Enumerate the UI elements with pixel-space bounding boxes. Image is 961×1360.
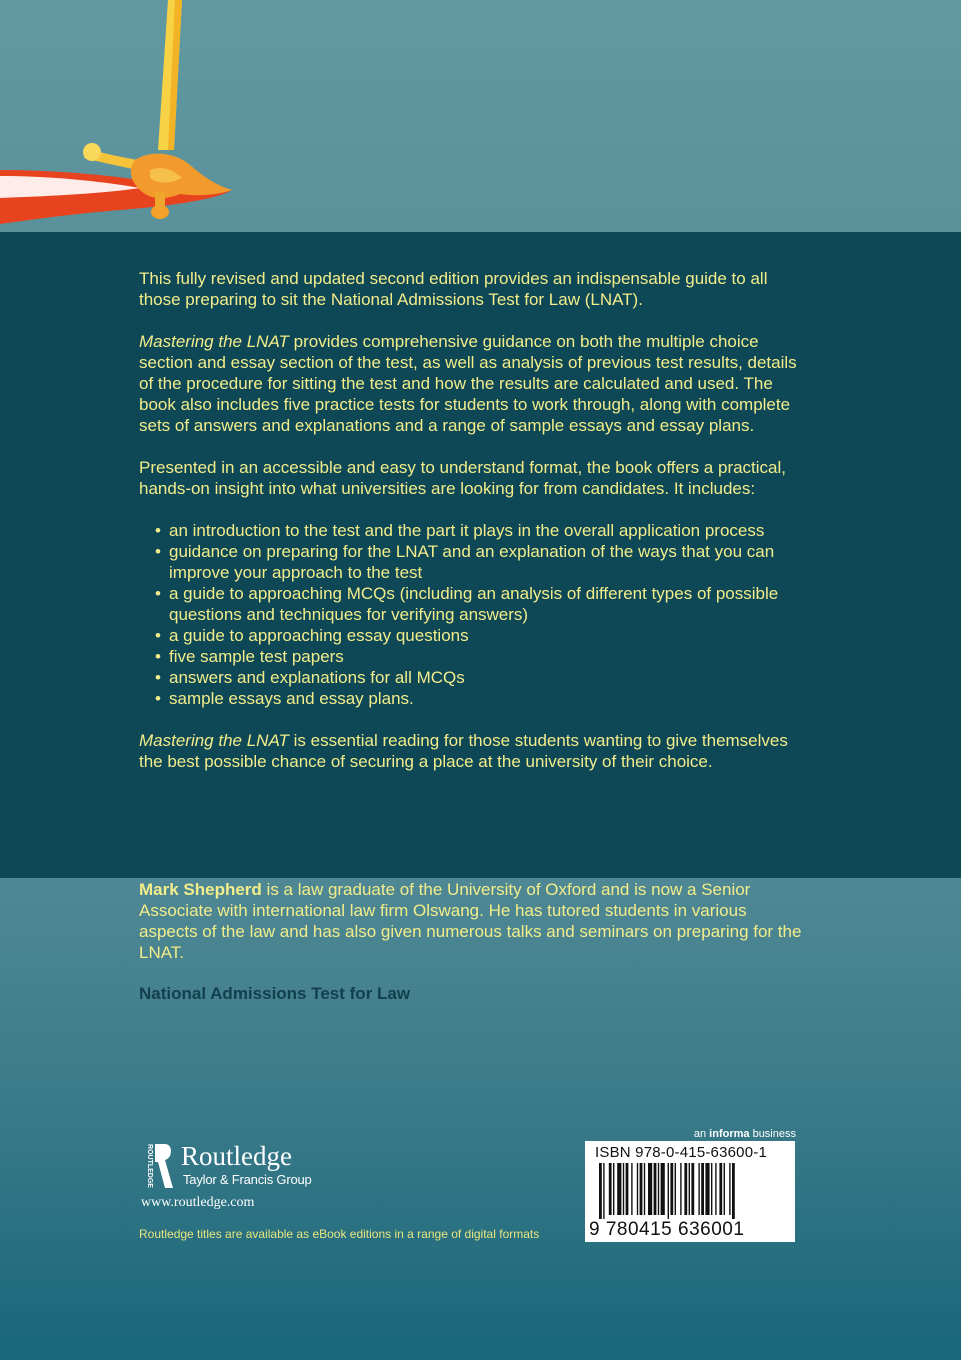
list-item: • answers and explanations for all MCQs xyxy=(155,667,809,688)
list-item: • five sample test papers xyxy=(155,646,809,667)
barcode-icon xyxy=(599,1163,781,1219)
closing-paragraph xyxy=(139,730,809,772)
book-title-italic: Mastering the LNAT xyxy=(139,332,289,351)
author-bio xyxy=(139,879,809,963)
barcode-bar xyxy=(661,1163,665,1215)
barcode-bar xyxy=(715,1163,716,1215)
barcode-bar xyxy=(675,1163,676,1215)
sword-hand-illustration xyxy=(0,0,961,232)
informa-suffix: business xyxy=(749,1128,796,1140)
barcode-bar xyxy=(705,1163,709,1215)
barcode-bar xyxy=(654,1163,657,1215)
list-item: • sample essays and essay plans. xyxy=(155,688,809,709)
barcode-bar xyxy=(701,1163,704,1215)
barcode-bar xyxy=(609,1163,612,1215)
informa-prefix: an xyxy=(693,1128,710,1140)
barcode-bar xyxy=(732,1163,735,1219)
list-item: • guidance on preparing for the LNAT and an explanation of the ways that you can improve your approach to the test xyxy=(155,541,809,583)
book-description xyxy=(139,268,809,793)
routledge-logo-icon xyxy=(139,1142,175,1190)
barcode-bar xyxy=(711,1163,712,1215)
list-item: • a guide to approaching MCQs (including an analysis of different types of possible questions and techniques for verifying answers) xyxy=(155,583,809,625)
series-title: National Admissions Test for Law xyxy=(139,984,411,1003)
author-bio-text: is a law graduate of the University of Oxford and is now a Senior Associate with international law firm Olswang. He has tutored students in various aspects of the law and has also given numerous talks and seminars on preparing for the LNAT. xyxy=(139,880,802,962)
barcode-bar xyxy=(623,1163,624,1215)
barcode-bar xyxy=(617,1163,621,1215)
barcode-bar xyxy=(670,1163,673,1215)
barcode-bar xyxy=(684,1163,687,1215)
publisher-name: Routledge xyxy=(181,1141,292,1171)
barcode-bar xyxy=(698,1163,699,1215)
barcode-bar xyxy=(689,1163,690,1215)
publisher-website: www.routledge.com xyxy=(141,1195,255,1210)
informa-brand: informa xyxy=(709,1128,750,1140)
contents-list xyxy=(139,520,809,709)
format-paragraph: Presented in an accessible and easy to understand format, the book offers a practical, hands-on insight into what universities are looking for from candidates. It includes: xyxy=(139,458,787,498)
barcode-bar xyxy=(658,1163,659,1215)
informa-business-tag xyxy=(694,1128,796,1140)
overview-text: provides comprehensive guidance on both the multiple choice section and essay section of the test, as well as analysis of previous test results, details of the procedure for sitting the test and how the results are calculated and used. The book also includes five practice tests for students to work through, along with complete sets of answers and explanations and a range of sample essays and essay plans. xyxy=(139,332,797,435)
routledge-logo-text: ROUTLEDGE xyxy=(146,1144,153,1188)
ebook-note: Routledge titles are available as eBook editions in a range of digital formats xyxy=(139,1227,540,1241)
barcode-bar xyxy=(599,1163,602,1219)
overview-paragraph xyxy=(139,331,809,436)
isbn-barcode xyxy=(585,1141,795,1242)
barcode-bar xyxy=(691,1163,694,1215)
barcode-bar xyxy=(668,1163,669,1219)
barcode-bar xyxy=(680,1163,681,1215)
author-name: Mark Shepherd xyxy=(139,880,262,899)
barcode-bar xyxy=(603,1163,604,1219)
closing-text: is essential reading for those students wanting to give themselves the best possible chance of securing a place at the university of their choice. xyxy=(139,731,788,771)
isbn-label: ISBN 978-0-415-63600-1 xyxy=(595,1144,768,1161)
barcode-bar xyxy=(648,1163,652,1215)
barcode-bar xyxy=(644,1163,645,1215)
barcode-bar xyxy=(631,1163,632,1215)
barcode-bar xyxy=(729,1163,730,1215)
list-item: • an introduction to the test and the part it plays in the overall application process xyxy=(155,520,809,541)
publisher-group: Taylor & Francis Group xyxy=(183,1172,312,1187)
barcode-bar xyxy=(640,1163,643,1215)
barcode-digits: 9 780415 636001 xyxy=(589,1219,745,1240)
barcode-bar xyxy=(626,1163,629,1215)
list-item: • a guide to approaching essay questions xyxy=(155,625,809,646)
barcode-bar xyxy=(724,1163,725,1215)
barcode-bar xyxy=(613,1163,614,1215)
intro-paragraph: This fully revised and updated second edition provides an indispensable guide to all those preparing to sit the National Admissions Test for Law (LNAT). xyxy=(139,269,768,309)
book-title-italic: Mastering the LNAT xyxy=(139,731,289,750)
barcode-bar xyxy=(637,1163,638,1215)
barcode-bar xyxy=(719,1163,722,1215)
